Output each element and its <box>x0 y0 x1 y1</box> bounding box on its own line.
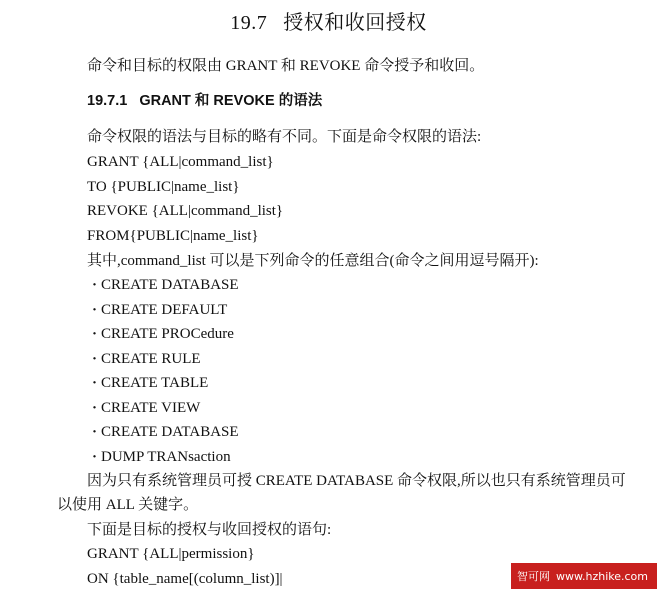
section-title: 授权和收回授权 <box>283 12 427 34</box>
syntax-line: FROM{PUBLIC|name_list} <box>87 228 259 244</box>
command-list-item: · CREATE PROCedure <box>92 325 234 343</box>
syntax-line: GRANT {ALL|command_list} <box>87 154 274 170</box>
command-list-item: · CREATE DATABASE <box>92 423 239 441</box>
section-number: 19.7 <box>230 12 268 34</box>
subsection-heading <box>87 92 322 110</box>
subsection-number: 19.7.1 <box>87 93 128 109</box>
command-list-item: · CREATE DATABASE <box>92 276 239 294</box>
object-syntax-line: ON {table_name[(column_list)]| <box>87 571 283 587</box>
admin-paragraph-line-2: 以使用 ALL 关键字。 <box>57 497 199 513</box>
command-list-item: · CREATE DEFAULT <box>92 301 227 319</box>
command-permission-paragraph: 命令权限的语法与目标的略有不同。下面是命令权限的语法: <box>87 129 482 145</box>
subsection-title: GRANT 和 REVOKE 的语法 <box>139 93 323 109</box>
command-list-item: · CREATE TABLE <box>92 374 208 392</box>
command-list-item: · DUMP TRANsaction <box>92 448 231 466</box>
watermark-url: www.hzhike.com <box>556 569 648 583</box>
syntax-line: REVOKE {ALL|command_list} <box>87 203 284 219</box>
object-permission-paragraph: 下面是目标的授权与收回授权的语句: <box>87 522 332 538</box>
object-syntax-line: GRANT {ALL|permission} <box>87 546 255 562</box>
syntax-line: TO {PUBLIC|name_list} <box>87 179 240 195</box>
command-list-paragraph: 其中,command_list 可以是下列命令的任意组合(命令之间用逗号隔开): <box>87 253 539 269</box>
command-list-item: · CREATE RULE <box>92 350 201 368</box>
command-list-item: · CREATE VIEW <box>92 399 200 417</box>
section-heading <box>0 6 657 35</box>
site-watermark <box>511 563 657 589</box>
intro-paragraph: 命令和目标的权限由 GRANT 和 REVOKE 命令授予和收回。 <box>87 58 485 74</box>
admin-paragraph-line-1: 因为只有系统管理员可授 CREATE DATABASE 命令权限,所以也只有系统管理员可 <box>87 473 626 489</box>
watermark-brand: 智可网 <box>517 570 550 583</box>
